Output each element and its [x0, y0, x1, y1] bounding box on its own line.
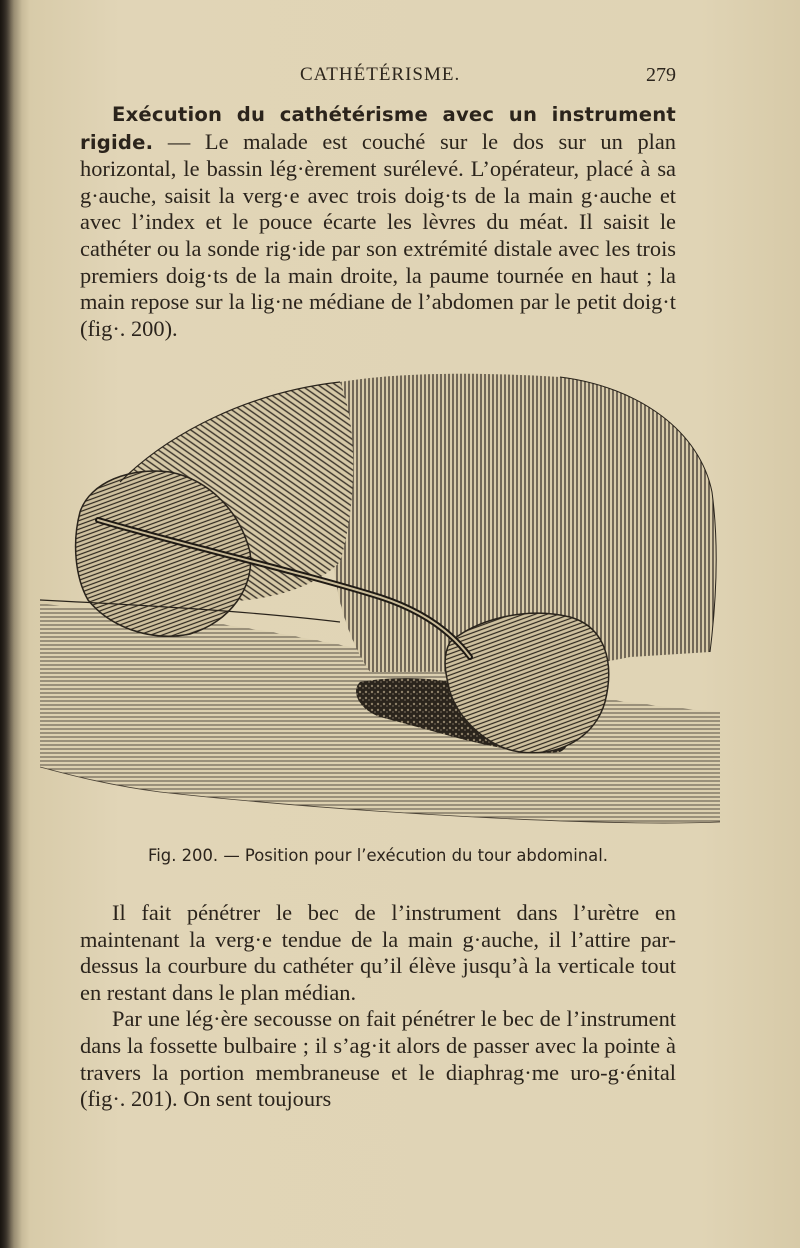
section-heading: Exécution du cathétérisme avec un instrument rigide.	[80, 103, 676, 154]
section-continuation	[80, 900, 676, 1113]
paragraph-bulbar-fossa: Par une lég·ère secousse on fait pénétrer le bec de l’instrument dans la fossette bulbaire ; il s’ag·it alors de passer avec la pointe à travers la portion membraneuse et le diaphrag·me uro-g·énital (fig·. 201). On sent toujours	[80, 1006, 676, 1112]
figure-200-engraving	[40, 372, 720, 842]
book-spine-shadow	[0, 0, 22, 1248]
engraving-illustration	[40, 372, 720, 842]
page-header	[80, 64, 676, 94]
figure-caption: Fig. 200. — Position pour l’exécution du tour abdominal.	[148, 846, 608, 865]
section-body-text: — Le malade est couché sur le dos sur un plan horizontal, le bassin lég·èrement surélevé. L’opérateur, placé à sa g·auche, saisit la verg·e avec trois doig·ts de la main g·auche et avec l’index et le pouce écarte les lèvres du méat. Il saisit le cathéter ou la sonde rig·ide par son extrémité distale avec les trois premiers doig·ts de la main droite, la paume tournée en haut ; la main repose sur la lig·ne médiane de l’abdomen par le petit doig·t (fig·. 200).	[80, 128, 676, 341]
paragraph-intro	[80, 101, 676, 342]
running-head: CATHÉTÉRISME.	[300, 64, 461, 85]
paragraph-insertion: Il fait pénétrer le bec de l’instrument dans l’urètre en maintenant la verg·e tendue de la main g·auche, il l’attire par-dessus la courbure du cathéter qu’il élève jusqu’à la verticale tout en restant dans le plan médian.	[80, 900, 676, 1005]
page-number: 279	[646, 64, 676, 86]
section-catheterism-rigid	[80, 101, 676, 342]
